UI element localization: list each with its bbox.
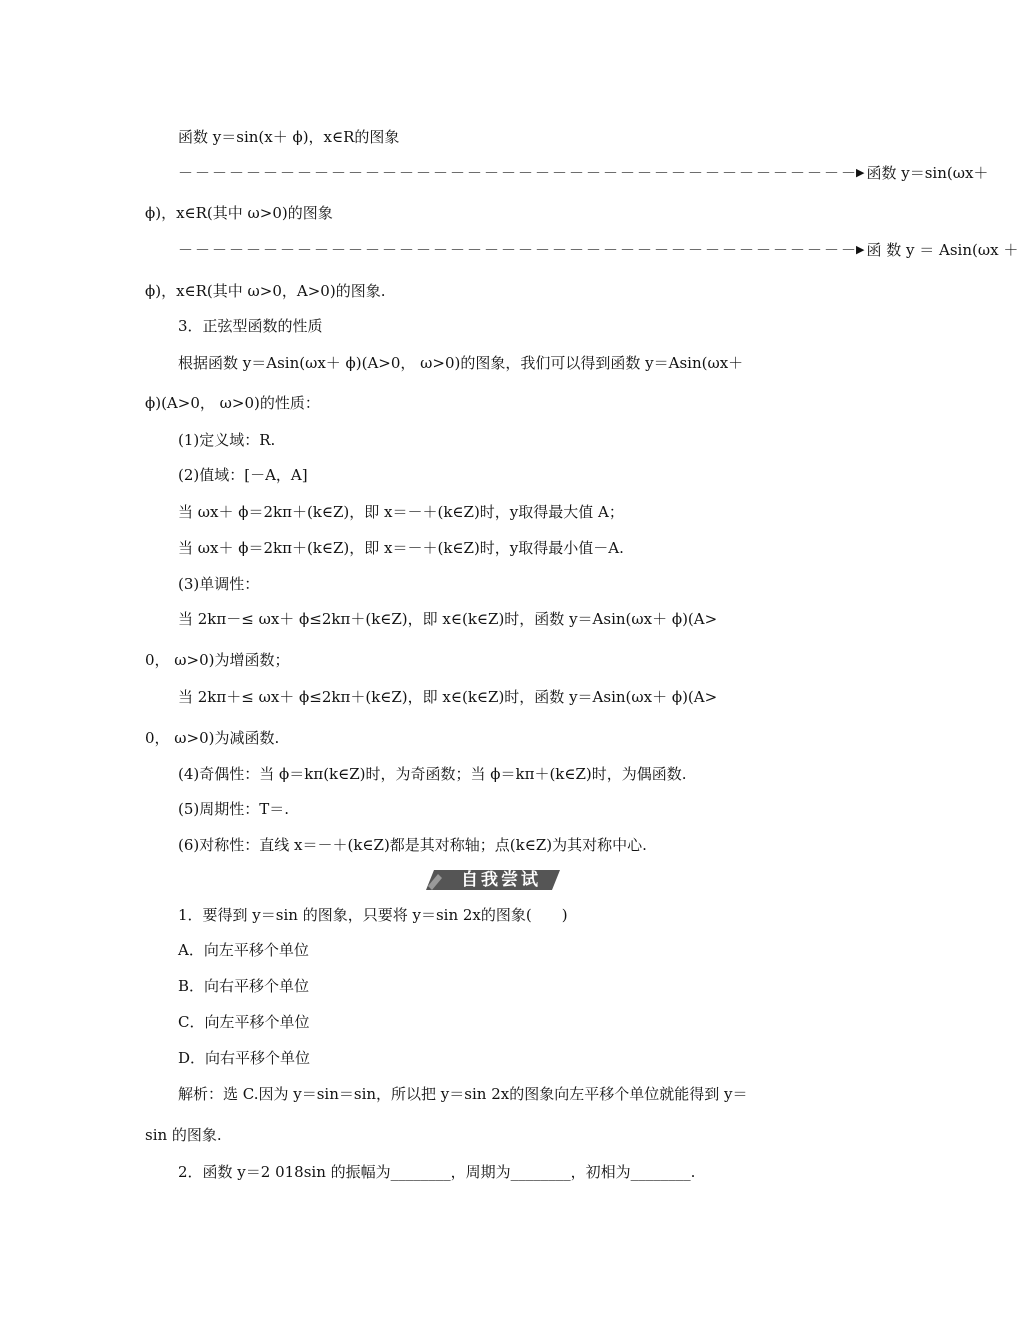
property-domain: (1)定义域：R. <box>178 431 276 449</box>
property-monotonicity: (3)单调性： <box>178 575 260 593</box>
question-1-option-a: A．向左平移个单位 <box>178 941 309 959</box>
transform-step-2: 函数 y＝sin(ωx＋ <box>866 164 989 182</box>
property-decreasing-cont: 0， ω>0)为减函数. <box>145 729 280 747</box>
question-1-stem: 1．要得到 y＝sin 的图象，只要将 y＝sin 2x的图象( ) <box>178 906 568 924</box>
question-1-solution: 解析：选 C.因为 y＝sin＝sin，所以把 y＝sin 2x的图象向左平移个单位就能得到 y＝ <box>178 1085 748 1103</box>
paragraph-intro-cont: ϕ)(A>0， ω>0)的性质： <box>145 394 320 412</box>
property-increasing: 当 2kπ－≤ ωx＋ ϕ≤2kπ＋(k∈Z)，即 x∈(k∈Z)时，函数 y＝Asin(ωx＋ ϕ)(A> <box>178 610 718 628</box>
property-increasing-cont: 0， ω>0)为增函数； <box>145 651 290 669</box>
transform-arrow-row-2 <box>178 239 1018 261</box>
property-period: (5)周期性：T＝. <box>178 800 290 818</box>
transform-step-1: 函数 y＝sin(x＋ ϕ)，x∈R的图象 <box>178 128 400 146</box>
transform-step-2-cont: ϕ)，x∈R(其中 ω>0)的图象 <box>145 204 333 222</box>
property-range: (2)值域：[－A，A] <box>178 466 308 484</box>
property-max: 当 ωx＋ ϕ＝2kπ＋(k∈Z)，即 x＝－＋(k∈Z)时，y取得最大值 A； <box>178 503 624 521</box>
section-heading: 3．正弦型函数的性质 <box>178 317 323 335</box>
question-1-option-c: C．向左平移个单位 <box>178 1013 310 1031</box>
property-decreasing: 当 2kπ＋≤ ωx＋ ϕ≤2kπ＋(k∈Z)，即 x∈(k∈Z)时，函数 y＝Asin(ωx＋ ϕ)(A> <box>178 688 718 706</box>
question-2-stem: 2．函数 y＝2 018sin 的振幅为________，周期为________，初相为________. <box>178 1163 696 1181</box>
arrow-right-icon: ▶ <box>856 166 865 179</box>
banner-label: 自我尝试 <box>461 870 541 890</box>
question-1-option-b: B．向右平移个单位 <box>178 977 310 995</box>
transform-arrow-row-1 <box>178 162 989 184</box>
paragraph-intro: 根据函数 y＝Asin(ωx＋ ϕ)(A>0， ω>0)的图象，我们可以得到函数 y＝Asin(ωx＋ <box>178 354 744 372</box>
transform-step-3-cont: ϕ)，x∈R(其中 ω>0，A>0)的图象. <box>145 282 386 300</box>
property-parity: (4)奇偶性：当 ϕ＝kπ(k∈Z)时，为奇函数；当 ϕ＝kπ＋(k∈Z)时，为偶函数. <box>178 765 687 783</box>
property-symmetry: (6)对称性：直线 x＝－＋(k∈Z)都是其对称轴；点(k∈Z)为其对称中心. <box>178 836 647 854</box>
section-banner <box>424 868 562 892</box>
question-1-solution-cont: sin 的图象. <box>145 1126 222 1144</box>
transform-step-3: 函 数 y ＝ Asin(ωx ＋ <box>866 241 1018 259</box>
dashed-arrow-shaft: －－－－－－－－－－－－－－－－－－－－－－－－－－－－－－－－－－－－－－－－ <box>178 241 859 259</box>
arrow-right-icon: ▶ <box>856 243 865 256</box>
property-min: 当 ωx＋ ϕ＝2kπ＋(k∈Z)，即 x＝－＋(k∈Z)时，y取得最小值－A. <box>178 539 624 557</box>
dashed-arrow-shaft: －－－－－－－－－－－－－－－－－－－－－－－－－－－－－－－－－－－－－－－－ <box>178 164 859 182</box>
question-1-option-d: D．向右平移个单位 <box>178 1049 311 1067</box>
